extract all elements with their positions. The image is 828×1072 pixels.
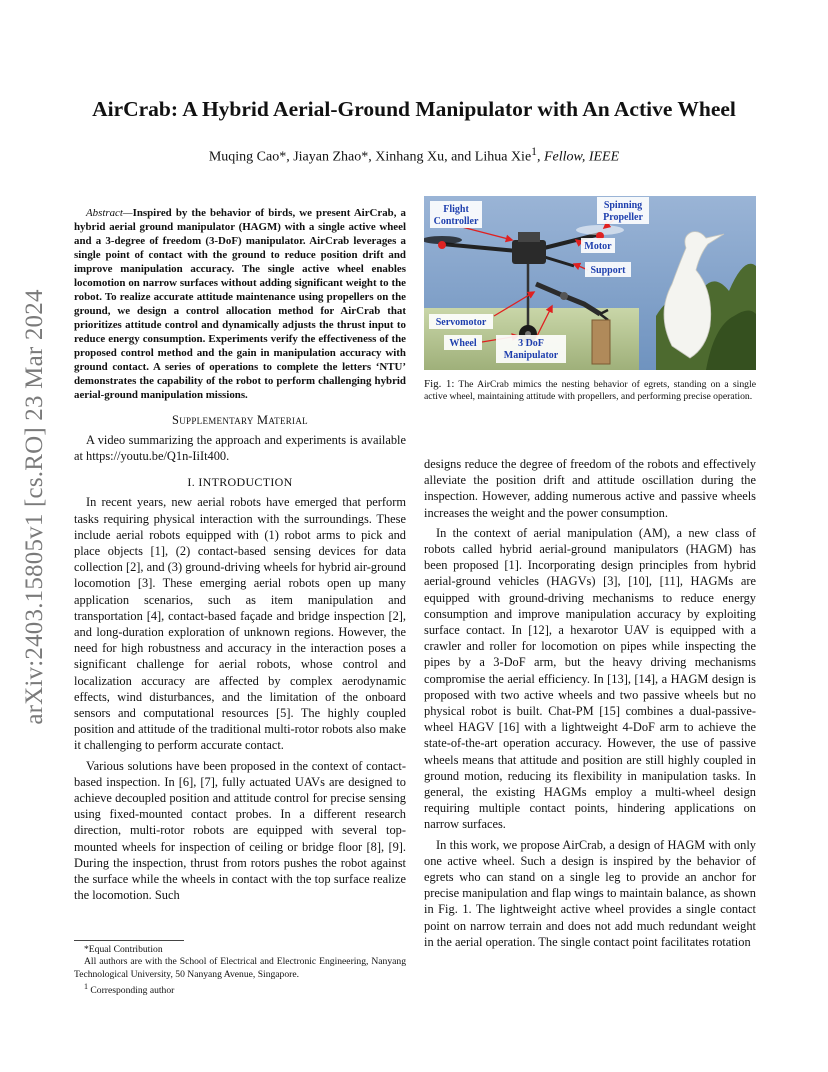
abstract-text: Inspired by the behavior of birds, we present AirCrab, a hybrid aerial ground manipulator (HAGM) with a single active wheel and a 3-degree of freedom (3-DoF) manipulator. AirCrab leverages a single point of contact with the ground to reduce position drift and improve manipulation accuracy. The single active wheel enables locomotion on narrow surfaces without adding significant weight to the robot. To realize accurate attitude maintenance using propellers on the ground, we design a control allocation method for AirCrab that prioritizes attitude control and dynamically adjusts the thrust input to reduce energy consumption. Experiments verify the effectiveness of the proposed control method and the gain in manipulation accuracy with ground contact. A series of operations to complete the letters ‘NTU’ demonstrates the capability of the robot to perform challenging hybrid aerial-ground manipulation missions. xyxy=(74,207,406,401)
intro-paragraph-3: In the context of aerial manipulation (AM), a new class of robots called hybrid aerial-ground manipulators (HAGM) has been proposed [1]. Incorporating design principles from hybrid aerial-ground vehicles (HAGVs) [3], [10], [11], HAGMs are equipped with ground-driving mechanisms to reduce energy consumption and improve manipulation accuracy by exploiting surface contact. In [12], a hexarotor UAV is equipped with a crawler and roller for locomotion on pipes while inspecting the pipes by a 3-DoF arm, but the heavy driving mechanisms compromise the aerial efficiency. In [13], [14], a HAGM design is proposed with two active wheels and two passive wheels but no physical robot is built. Chat-PM [15] combines a dual-passive-wheel HAGV [16] with a lightweight 4-DoF arm to achieve the state-of-the-art operation accuracy. However, the use of passive wheels means that attitude and position are still highly coupled in ground motion, reducing its flexibility in manipulation tasks. In general, the existing HAGMs employ a multi-wheel design requiring multiple contact points, hindering applications on narrow surfaces. xyxy=(424,525,756,832)
right-column xyxy=(424,456,756,954)
left-column xyxy=(74,206,406,907)
footnotes xyxy=(74,940,406,998)
footnote-equal-contribution: *Equal Contribution xyxy=(84,944,163,955)
figure-1-illustration xyxy=(424,196,756,370)
author-affil-sup: 1 xyxy=(531,145,537,158)
label-motor xyxy=(581,238,615,253)
abstract xyxy=(74,206,406,402)
footnote-affiliation: All authors are with the School of Electrical and Electronic Engineering, Nanyang Technological University, 50 Nanyang Avenue, Singapore. xyxy=(74,956,406,980)
label-spinning-propeller xyxy=(597,197,649,224)
footnote-corresponding xyxy=(74,981,406,998)
author-fellow: Fellow, IEEE xyxy=(543,149,620,165)
label-flight-controller xyxy=(430,201,482,228)
intro-paragraph-4: In this work, we propose AirCrab, a design of HAGM with only one active wheel. Such a design is inspired by the behavior of egrets who can stand on a single leg to provide an anchor for precise manipulation and flap wings to maintain balance, as shown in Fig. 1. The lightweight active wheel provides a single contact point on narrow terrain and does not add much redundant weight in the aerial operation. The single contact point facilitates rotation xyxy=(424,837,756,949)
flight-controller-board xyxy=(518,232,540,242)
label-manipulator xyxy=(496,335,566,363)
intro-paragraph-2: Various solutions have been proposed in the context of contact-based inspection. In [6], [7], fully actuated UAVs are designed to achieve decoupled position and attitude control for precise sensing using fixed-mounted contact probes. In a different research direction, multi-rotor robots are equipped with several top-mounted wheels for inspection of ceiling or bridge floor [8], [9]. During the inspection, thrust from rotors pushes the robot against the surface while the wheels in contact with the top surface realize the locomotion. Such xyxy=(74,758,406,903)
label-wheel-text: Wheel xyxy=(449,338,477,349)
paper-title: AirCrab: A Hybrid Aerial-Ground Manipulator with An Active Wheel xyxy=(92,97,736,121)
intro-paragraph-1: In recent years, new aerial robots have emerged that perform tasks requiring physical interaction with the surroundings. These include aerial robots equipped with (1) robot arms to pick and place objects [1], (2) contact-based sensing devices for data collection [2], and (3) ground-driving wheels for hybrid air-ground locomotion [3]. These emerging aerial robots open up many application scenarios, such as item manipulation and transportation [4], contact-based façade and bridge inspection [2], and long-duration exploration of unknown regions. However, the need for high robustness and accuracy in the interaction poses a significant challenge for aerial robots, whose control and localization accuracy are affected by complex aerodynamic effects, wind disturbances, and the limitation of the onboard sensors and computational resources [5]. The highly coupled position and attitude of the traditional multi-rotor robots also make it challenging to perform accurate contact. xyxy=(74,495,406,753)
supplementary-heading: Supplementary Material xyxy=(172,413,308,427)
figure-1-caption-text: The AirCrab mimics the nesting behavior of egrets, standing on a single active wheel, maintaining attitude with propellers, and performing precise operation. xyxy=(424,379,756,403)
intro-paragraph-2-continued: designs reduce the degree of freedom of the robots and effectively alleviate the position drift and attitude oscillation during the inspection. However, adding numerous active and passive wheels increases the weight and the power consumption. xyxy=(424,457,756,520)
arxiv-identifier-stamp xyxy=(18,282,52,732)
arxiv-identifier-text: arXiv:2403.15805v1 [cs.RO] 23 Mar 2024 xyxy=(21,289,48,725)
motor-left xyxy=(438,241,446,249)
label-flight-controller-line1: Flight xyxy=(443,204,469,215)
footnote-corresponding-sup: 1 xyxy=(84,982,88,992)
figure-1-caption-label: Fig. 1: xyxy=(424,378,455,390)
author-line: Muqing Cao*, Jiayan Zhao*, Xinhang Xu, and Lihua Xie$^1$, Fellow, IEEE xyxy=(208,145,620,165)
wooden-post xyxy=(592,320,610,364)
label-spinning-line2: Propeller xyxy=(603,212,643,223)
label-servomotor-text: Servomotor xyxy=(435,317,487,328)
label-flight-controller-line2: Controller xyxy=(433,216,479,227)
footnote-corresponding-text: Corresponding author xyxy=(90,985,175,997)
label-spinning-line1: Spinning xyxy=(603,200,643,211)
drone-body xyxy=(512,240,546,264)
figure-1 xyxy=(424,196,756,370)
label-wheel xyxy=(444,335,482,350)
label-support-text: Support xyxy=(590,265,626,276)
manipulator-joint xyxy=(560,292,568,300)
supplementary-text: A video summarizing the approach and experiments is available at https://youtu.be/Q1n-IiIt400. xyxy=(74,433,406,464)
footnote-rule xyxy=(74,940,184,941)
figure-1-caption xyxy=(424,378,756,404)
label-motor-text: Motor xyxy=(584,241,612,252)
author-names: Muqing Cao*, Jiayan Zhao*, Xinhang Xu, and Lihua Xie xyxy=(208,149,532,165)
label-manipulator-line2: Manipulator xyxy=(503,350,559,361)
label-manipulator-line1: 3 DoF xyxy=(518,338,544,349)
introduction-heading: I. INTRODUCTION xyxy=(187,475,293,490)
label-servomotor xyxy=(429,314,493,329)
abstract-label: Abstract— xyxy=(86,207,133,219)
label-support xyxy=(585,262,631,277)
